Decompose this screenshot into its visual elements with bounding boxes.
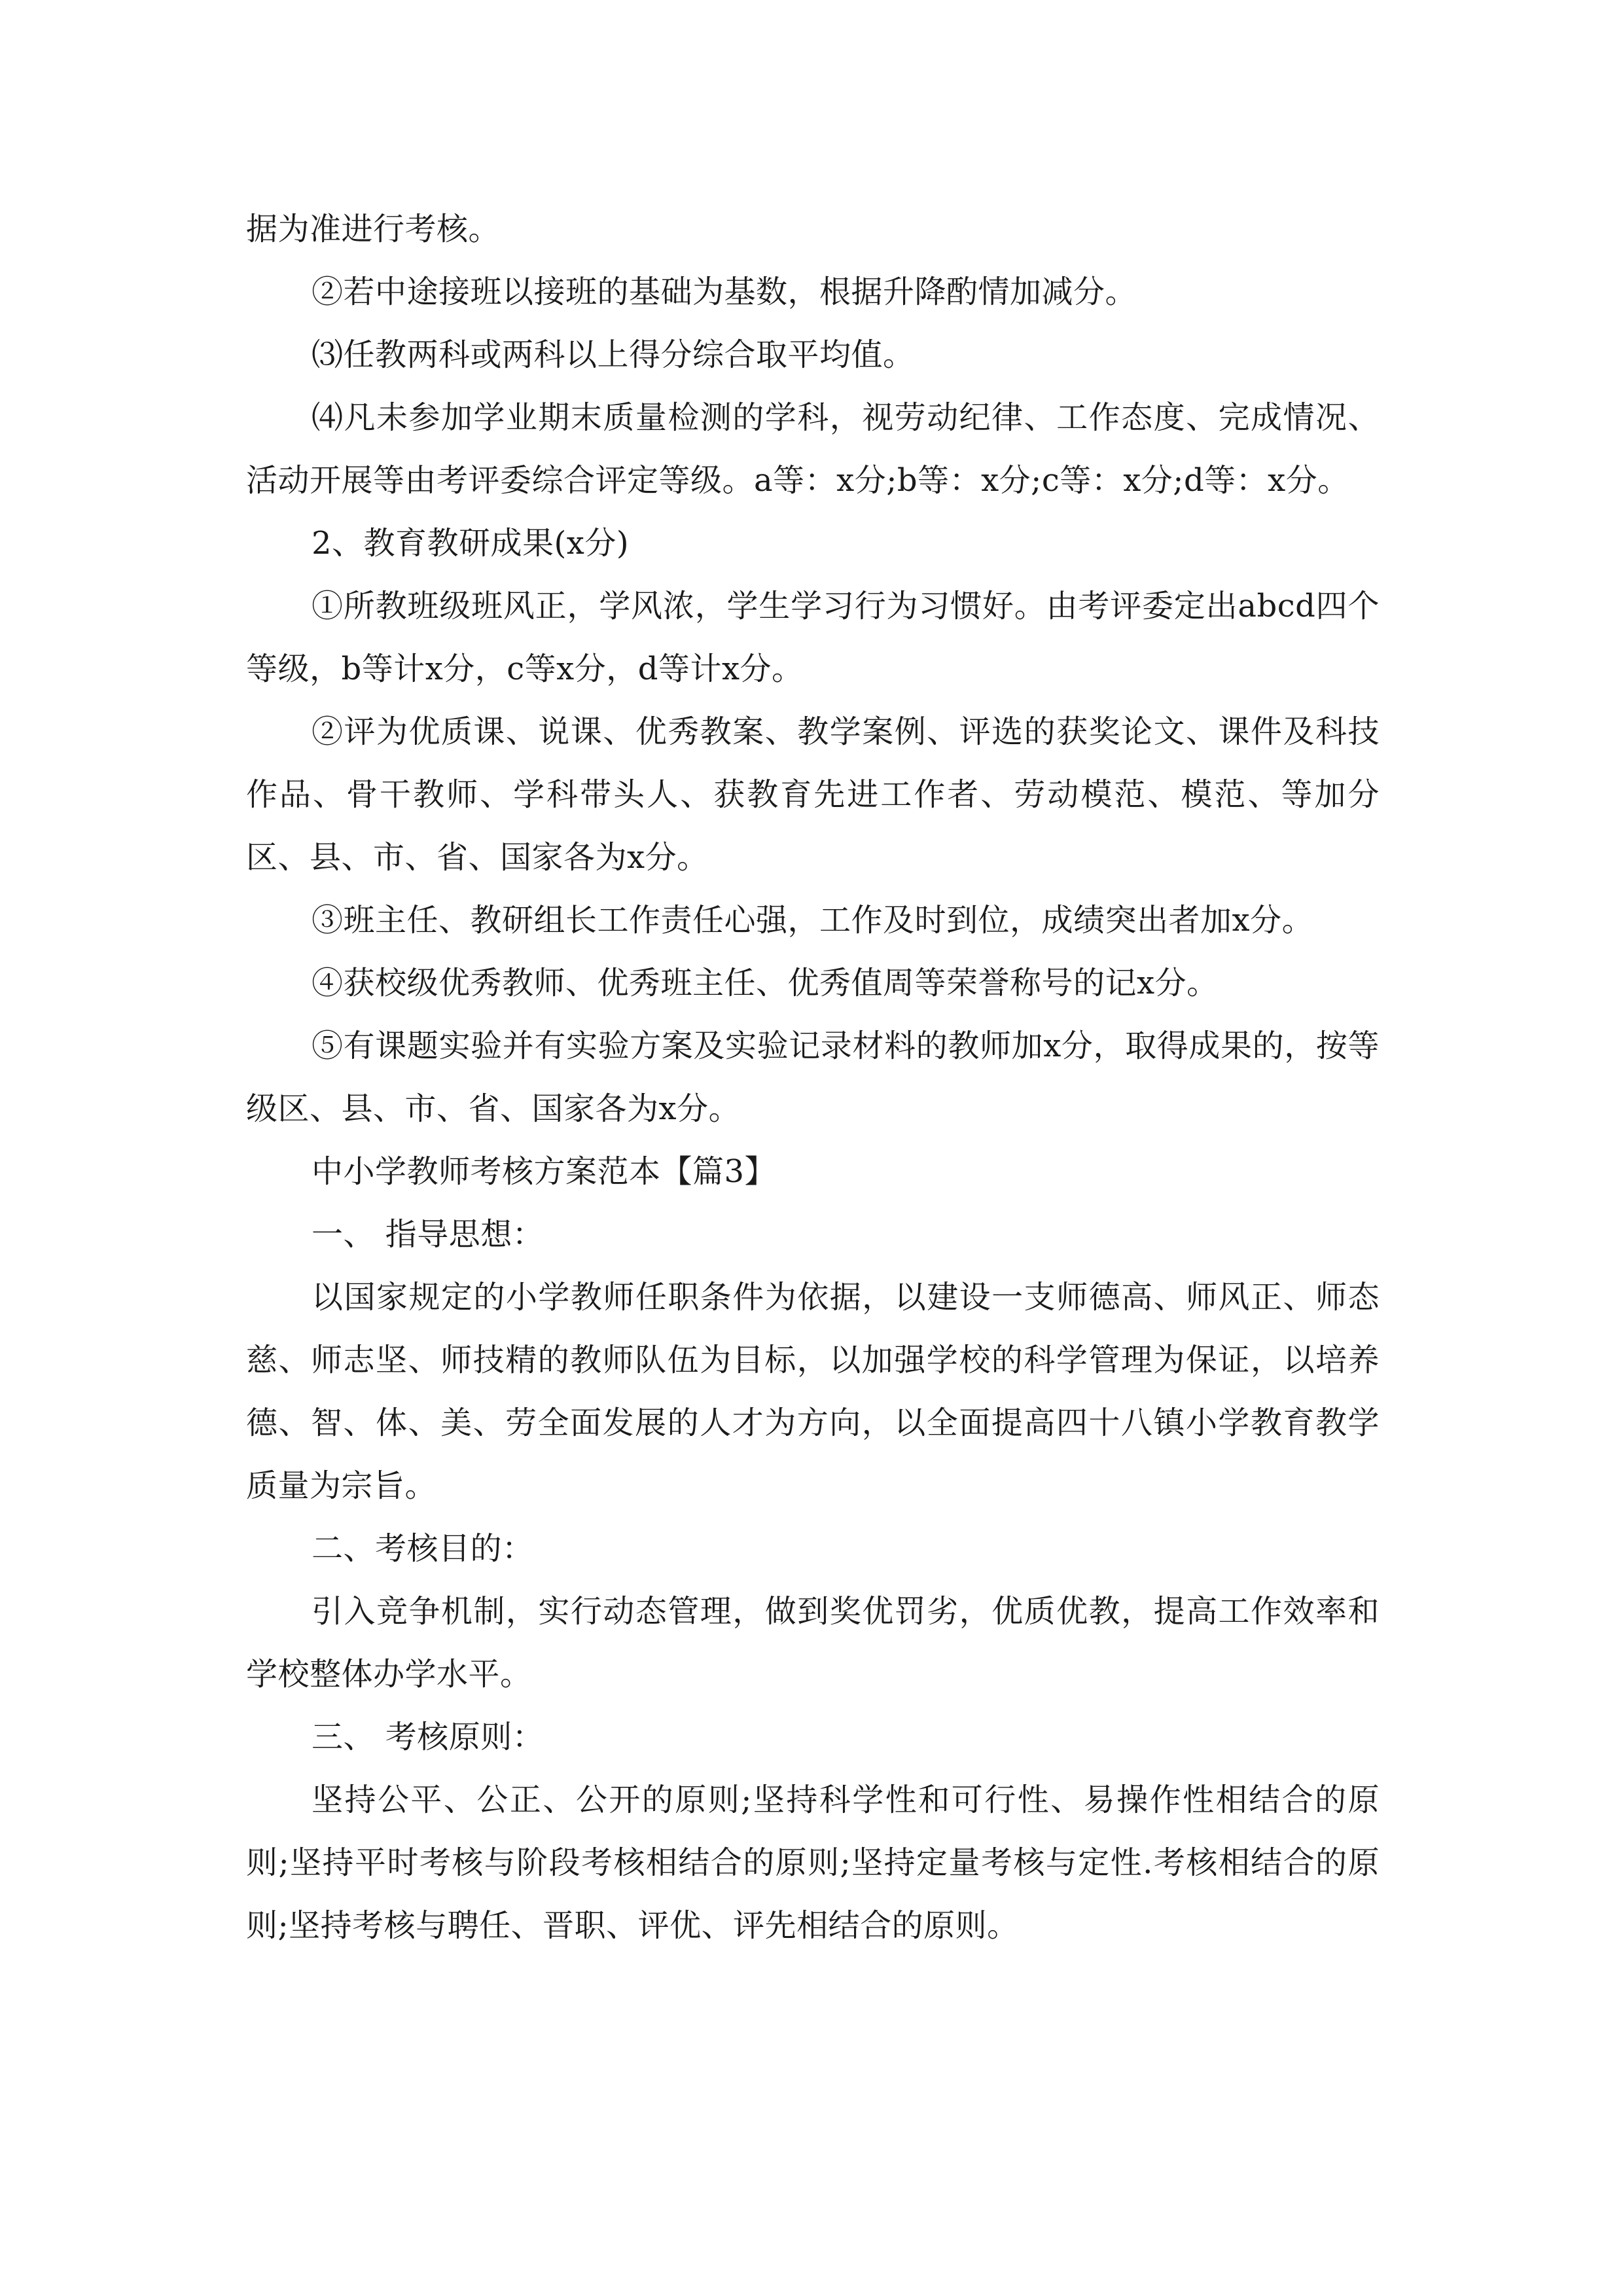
section-heading: 三、 考核原则： — [312, 1719, 544, 1755]
paragraph: ⑶任教两科或两科以上得分综合取平均值。 — [312, 336, 915, 373]
paragraph: 以国家规定的小学教师任职条件为依据，以建设一支师德高、师风正、师态慈、师志坚、师技精的教师队伍为目标，以加强学校的科学管理为保证，以培养德、智、体、美、劳全面发展的人才为方向，以全面提高四十八镇小学教育教学质量为宗旨。 — [246, 1279, 1380, 1504]
section-heading: 二、考核目的： — [312, 1530, 534, 1567]
paragraph: ⑤有课题实验并有实验方案及实验记录材料的教师加x分，取得成果的，按等级区、县、市、省、国家各为x分。 — [246, 1028, 1380, 1127]
paragraph: ⑷凡未参加学业期末质量检测的学科，视劳动纪律、工作态度、完成情况、活动开展等由考评委综合评定等级。a等：x分;b等：x分;c等：x分;d等：x分。 — [246, 399, 1380, 499]
paragraph: ①所教班级班风正，学风浓，学生学习行为习惯好。由考评委定出abcd四个等级，b等计x分，c等x分，d等计x分。 — [246, 588, 1380, 687]
section-heading: 一、 指导思想： — [312, 1216, 544, 1253]
paragraph: 据为准进行考核。 — [246, 211, 501, 247]
paragraph: ④获校级优秀教师、优秀班主任、优秀值周等荣誉称号的记x分。 — [312, 965, 1219, 1001]
section-heading: 2、教育教研成果(x分) — [312, 525, 630, 562]
paragraph: 坚持公平、公正、公开的原则;坚持科学性和可行性、易操作性相结合的原则;坚持平时考核与阶段考核相结合的原则;坚持定量考核与定性.考核相结合的原则;坚持考核与聘任、晋职、评优、评先相结合的原则。 — [246, 1782, 1380, 1944]
paragraph: ②若中途接班以接班的基础为基数，根据升降酌情加减分。 — [312, 274, 1137, 310]
paragraph: ③班主任、教研组长工作责任心强，工作及时到位，成绩突出者加x分。 — [312, 902, 1314, 939]
paragraph: 引入竞争机制，实行动态管理，做到奖优罚劣，优质优教，提高工作效率和学校整体办学水平。 — [246, 1593, 1380, 1693]
document-title: 中小学教师考核方案范本【篇3】 — [312, 1153, 777, 1190]
paragraph: ②评为优质课、说课、优秀教案、教学案例、评选的获奖论文、课件及科技作品、骨干教师、学科带头人、获教育先进工作者、劳动模范、模范、等加分区、县、市、省、国家各为x分。 — [246, 713, 1380, 876]
document-body — [246, 198, 1380, 1957]
